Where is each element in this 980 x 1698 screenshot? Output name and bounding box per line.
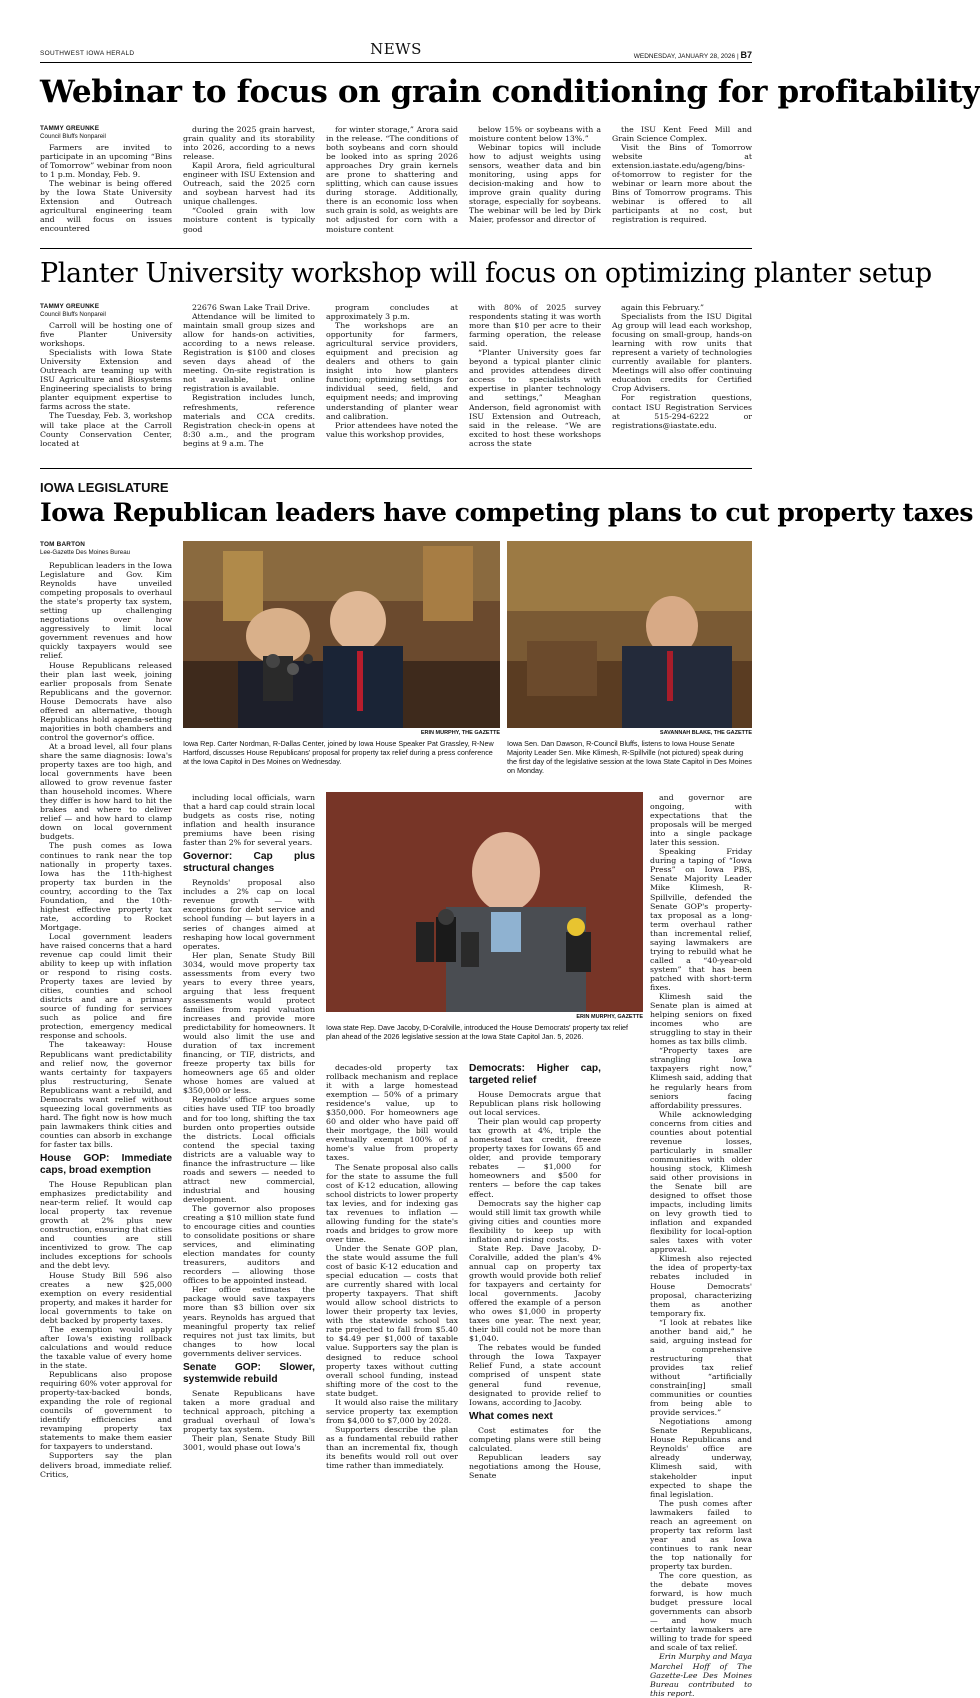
paragraph: At a broad level, all four plans share the same diagnosis: Iowa's property taxes are too high, and local governments have been allowed to grow revenue faster than household incomes. Where they differ is how hard to hit the brakes and where to deliver relief — and how hard to clamp down on local government budgets.	[40, 741, 172, 842]
photo3-credit: ERIN MURPHY, GAZETTE	[576, 1014, 643, 1020]
paragraph: House Democrats argue that Republican plans risk hollowing out local services.	[469, 1090, 601, 1118]
jacoby-image	[326, 792, 643, 1012]
story1-col3	[326, 125, 458, 234]
paragraph: Cost estimates for the competing plans were still being calculated.	[469, 1425, 601, 1453]
paragraph: It would also raise the military service property tax exemption from $4,000 to $7,000 by 2028.	[326, 1397, 458, 1425]
paragraph: Reynolds' office argues some cities have used TIF too broadly and for too long, shifting the tax burden onto properties outside the districts. Local officials contend the special taxing districts are a valuable way to finance the infrastructure — like roads and sewers — needed to attract new commercial, industrial and housing development.	[183, 1095, 315, 1204]
paragraph: The governor also proposes creating a $10 million state fund to encourage cities and counties to consolidate positions or share services, and eliminating election mandates for county treasurers, auditors and recorders — allowing those offices to be appointed instead.	[183, 1203, 315, 1286]
paragraph: Prior attendees have noted the value this workshop provides,	[326, 420, 458, 439]
paragraph: below 15% or soybeans with a moisture content below 13%.”	[469, 125, 601, 144]
paragraph: Specialists with Iowa State University Extension and Outreach are teaming up with ISU Agriculture and Biosystems Engineering specialists to bring planter equipment expertise to farms across the state.	[40, 348, 172, 412]
story3-col4	[469, 1063, 601, 1563]
story1-col2	[183, 125, 315, 234]
story3-col5	[650, 793, 752, 1698]
paragraph: The takeaway: House Republicans want predictability and relief now, the governor wants certainty for taxpayers plus restructuring, Senate Republicans want a rebuild, and Democrats want relief without squeezing local governments as hard. The fight now is how much pain lawmakers think cities and counties can absorb in exchange for faster tax bills.	[40, 1040, 172, 1149]
newspaper-page	[40, 0, 980, 1698]
story3-col1	[40, 561, 172, 1561]
paragraph: The Senate proposal also calls for the state to assume the full cost of K-12 education, allowing school districts to lower property tax levies, and for indexing gas tax revenues to inflation — allowing funding for the state's roads and bridges to grow more over time.	[326, 1162, 458, 1244]
paragraph: and governor are ongoing, with expectations that the proposals will be merged into a single package later this session.	[650, 793, 752, 848]
photo3-caption: Iowa state Rep. Dave Jacoby, D-Coralville, introduced the House Democrats' property tax relief plan ahead of the 2026 legislative session at the Iowa State Capitol Jan. 5, 2026.	[326, 1023, 629, 1041]
paragraph: Their plan, Senate Study Bill 3001, would phase out Iowa's	[183, 1434, 315, 1453]
paragraph: decades-old property tax rollback mechanism and replace it with a large homestead exemption — 50% of a primary residence's value, up to $350,000. For homeowners age 60 and older who have paid off their mortgage, the bill would eventually exempt 100% of a home's value from property taxes.	[326, 1063, 458, 1163]
page-number: B7	[740, 50, 752, 60]
story2-col2	[183, 303, 315, 448]
paragraph: The Tuesday, Feb. 3, workshop will take place at the Carroll County Conservation Center, located at	[40, 411, 172, 448]
paragraph: “Property taxes are strangling Iowa taxpayers right now,” Klimesh said, adding that he regularly hears from seniors facing affordability pressures.	[650, 1046, 752, 1110]
paragraph: Negotiations among Senate Republicans, House Republicans and Reynolds' office are already underway, Klimesh said, with stakeholder input expected to shape the final legislation.	[650, 1417, 752, 1499]
paragraph: For registration questions, contact ISU Registration Services at 515-294-6222 or registrations@iastate.edu.	[612, 393, 752, 430]
photo2-credit: SAVANNAH BLAKE, THE GAZETTE	[659, 730, 752, 736]
paragraph: Carroll will be hosting one of five Planter University workshops.	[40, 321, 172, 349]
paragraph: Speaking Friday during a taping of “Iowa Press” on Iowa PBS, Senate Majority Leader Mike Klimesh, R-Spillville, defended the Senate GOP's property-tax proposal as a long-term overhaul rather than incremental relief, saying lawmakers are trying to rebuild what he called a “40-year-old system” that has been patched with short-term fixes.	[650, 847, 752, 992]
paper-name: SOUTHWEST IOWA HERALD	[40, 50, 135, 57]
story1-author: TAMMY GREUNKE	[40, 125, 100, 132]
paragraph: “Planter University goes far beyond a typical planter clinic and provides attendees direct access to specialists with expertise in planter technology and settings,” Meaghan Anderson, field agronomist with ISU Extension and Outreach, said in the release. “We are excited to host these workshops across the state	[469, 348, 601, 448]
story1-headline: Webinar to focus on grain conditioning for profitability	[40, 74, 980, 110]
paragraph: The rebates would be funded through the Iowa Taxpayer Relief Fund, a state account comprised of unspent state general fund revenue, designated to provide relief to Iowans, according to Jacoby.	[469, 1343, 601, 1407]
story1-col5	[612, 125, 752, 225]
story2-author: TAMMY GREUNKE	[40, 303, 100, 310]
subhead-house-gop: House GOP: Immediate caps, broad exemption	[40, 1153, 172, 1177]
subhead-senate-gop: Senate GOP: Slower, systemwide rebuild	[183, 1361, 315, 1385]
paragraph: Under the Senate GOP plan, the state would assume the full cost of basic K-12 education and special education — costs that are currently shared with local property taxpayers. That shift would allow school districts to lower their property tax levies, with the statewide school tax rate projected to fall from $5.40 to $4.49 per $1,000 of taxable value. Supporters say the plan is designed to reduce school property taxes without cutting overall school funding, instead shifting more of the cost to the state budget.	[326, 1243, 458, 1398]
senate-floor-image	[507, 541, 752, 728]
subhead-democrats: Democrats: Higher cap, targeted relief	[469, 1063, 601, 1086]
paragraph: program concludes at approximately 3 p.m.	[326, 303, 458, 322]
paragraph: Republican leaders in the Iowa Legislature and Gov. Kim Reynolds have unveiled competing proposals to overhaul the state's property tax system, setting up challenging negotiations over how aggressively to limit local government revenues and how quickly taxpayers would see relief.	[40, 561, 172, 661]
story1-col4	[469, 125, 601, 225]
story2-col4	[469, 303, 601, 448]
paragraph: The House Republican plan emphasizes predictability and near-term relief. It would cap local property tax revenue growth at 2% plus new construction, ensuring that cities and counties are still incentivized to grow. The cap includes exceptions for schools and the debt levy.	[40, 1180, 172, 1271]
story3-byline	[40, 541, 180, 557]
paragraph: Supporters describe the plan as a fundamental rebuild rather than an incremental fix, though its benefits would roll out over time rather than immediately.	[326, 1424, 458, 1471]
story1-affiliation: Council Bluffs Nonpareil	[40, 133, 106, 140]
paragraph: including local officials, warn that a hard cap could strain local budgets as costs rise, noting inflation and health insurance premiums have been rising faster than 2% for several years.	[183, 793, 315, 848]
photo2-caption: Iowa Sen. Dan Dawson, R-Council Bluffs, listens to Iowa House Senate Majority Leader Sen. Mike Klimesh, R-Spillville (not pictured) speak during the first day of the legislative session at the Iowa State Capitol in Des Moines on Monday.	[507, 739, 752, 775]
paragraph: Democrats say the higher cap would still limit tax growth while giving cities and counties more flexibility to keep up with inflation and rising costs.	[469, 1198, 601, 1244]
paragraph: Visit the Bins of Tomorrow website at extension.iastate.edu/ageng/bins-of-tomorrow to register for the webinar or learn more about the Bins of Tomorrow programs. This webinar is offered to all participants at no cost, but registration is required.	[612, 143, 752, 225]
paragraph: The push comes as Iowa continues to rank near the top nationally in property taxes. Iowa has the 11th-highest property tax burden in the country, according to the Tax Foundation, and the 10th-highest effective property tax rate, according to Rocket Mortgage.	[40, 841, 172, 932]
story3-affiliation: Lee-Gazette Des Moines Bureau	[40, 549, 131, 556]
photo-press-conference	[183, 541, 500, 728]
paragraph: Senate Republicans have taken a more gradual and technical approach, pitching a gradual overhaul of Iowa's property tax system.	[183, 1388, 315, 1434]
paragraph: Her plan, Senate Study Bill 3034, would move property tax assessments from every two years to every three years, arguing that less frequent assessments would protect families from rapid valuation increases and provide more predictability for homeowners. It would also limit the use and duration of tax increment financing, or TIF, districts, and freeze property tax bills for homeowners age 65 and older whose homes are valued at $350,000 or less.	[183, 950, 315, 1096]
paragraph: The exemption would apply after Iowa's existing rollback calculations and would reduce the taxable value of every home in the state.	[40, 1324, 172, 1370]
press-conference-image	[183, 541, 500, 728]
paragraph: the ISU Kent Feed Mill and Grain Science Complex.	[612, 125, 752, 144]
section-rule	[40, 248, 752, 249]
story2-affiliation: Council Bluffs Nonpareil	[40, 311, 106, 318]
story3-headline: Iowa Republican leaders have competing plans to cut property taxes	[40, 498, 974, 527]
paragraph: Kapil Arora, field agricultural engineer with ISU Extension and Outreach, said the 2025 corn and soybean harvest had its unique challenges.	[183, 161, 315, 207]
paragraph: The webinar is being offered by the Iowa State University Extension and Outreach agricultural engineering team and will focus on issues encountered	[40, 179, 172, 234]
paragraph: Her office estimates the package would save taxpayers more than $3 billion over six years. Reynolds has argued that meaningful property tax relief requires not just tax limits, but changes to how local governments deliver services.	[183, 1285, 315, 1358]
section-name: NEWS	[370, 40, 422, 58]
paragraph: Farmers are invited to participate in an upcoming “Bins of Tomorrow” webinar from noon to 1 p.m. Monday, Feb. 9.	[40, 143, 172, 180]
date-and-page	[634, 50, 752, 60]
story2-col3	[326, 303, 458, 439]
paragraph: Attendance will be limited to maintain small group sizes and allow for hands-on activities, according to a news release. Registration is $100 and closes seven days ahead of the meeting. On-site registration is not available, but online registration is available.	[183, 312, 315, 394]
paragraph: during the 2025 grain harvest, grain quality and its storability into 2026, according to a news release.	[183, 125, 315, 162]
paragraph: Specialists from the ISU Digital Ag group will lead each workshop, focusing on small-group, hands-on learning with row units that represent a variety of technologies currently available for planters. Meetings will also offer continuing education credits for Certified Crop Advisers.	[612, 312, 752, 394]
photo-senate-floor	[507, 541, 752, 728]
photo-jacoby	[326, 792, 643, 1012]
subhead-what-comes-next: What comes next	[469, 1410, 553, 1422]
paragraph: Reynolds' proposal also includes a 2% cap on local revenue growth — with exceptions for debt service and school funding — but layers in a series of changes aimed at reshaping how local government operates.	[183, 878, 315, 951]
page-separator: |	[736, 53, 739, 60]
story2-byline	[40, 303, 170, 319]
contributor-tagline: Erin Murphy and Maya Marchel Hoff of The Gazette-Lee Des Moines Bureau contributed to this report.	[650, 1652, 752, 1698]
paragraph: Webinar topics will include how to adjust weights using sensors, weather data and bin monitoring, using apps for decision-making and how to improve grain quality during storage, especially for soybeans. The webinar will be led by Dirk Maier, professor and director of	[469, 143, 601, 225]
paragraph: “Cooled grain with low moisture content is typically good	[183, 206, 315, 234]
story3-col2	[183, 793, 315, 1563]
story3-author: TOM BARTON	[40, 541, 86, 548]
paragraph: Registration includes lunch, refreshments, reference materials and CCA credits. Registration check-in opens at 8:30 a.m., and the program begins at 9 a.m. The	[183, 393, 315, 448]
paragraph: The core question, as the debate moves forward, is how much budget pressure local governments can absorb — and how much certainty lawmakers are willing to trade for speed and scale of tax relief.	[650, 1571, 752, 1653]
photo1-credit: ERIN MURPHY, THE GAZETTE	[420, 730, 500, 736]
paragraph: again this February.”	[621, 303, 704, 312]
paragraph: State Rep. Dave Jacoby, D-Coralville, added the plan's 4% annual cap on property tax growth would provide both relief for taxpayers and certainty for local governments. Jacoby offered the example of a person who owes $1,000 in property taxes one year. The next year, their bill could not be more than $1,040.	[469, 1243, 601, 1344]
paragraph: Local government leaders have raised concerns that a hard revenue cap could limit their ability to keep up with inflation or respond to rising costs. Property taxes are levied by cities, counties and school districts and are a primary source of funding for services such as police and fire protection, emergency medical response and schools.	[40, 931, 172, 1041]
paragraph: While acknowledging concerns from cities and counties about potential revenue losses, particularly in smaller communities with older housing stock, Klimesh said other provisions in the Senate bill are designed to offset those impacts, including limits on levy growth tied to inflation and expanded flexibility for local-option sales taxes with voter approval.	[650, 1109, 752, 1255]
paragraph: Klimesh also rejected the idea of property-tax rebates included in House Democrats' proposal, characterizing them as another temporary fix.	[650, 1254, 752, 1318]
story2-col5	[612, 303, 752, 428]
paragraph: 22676 Swan Lake Trail Drive.	[192, 303, 311, 312]
paragraph: Supporters say the plan delivers broad, immediate relief. Critics,	[40, 1451, 172, 1479]
paragraph: Their plan would cap property tax growth at 4%, triple the homestead tax credit, freeze property taxes for Iowans 65 and older, and provide temporary rebates — $1,000 for homeowners and $500 for renters — before the cap takes effect.	[469, 1117, 601, 1199]
story2-headline: Planter University workshop will focus on optimizing planter setup	[40, 258, 932, 289]
issue-date: WEDNESDAY, JANUARY 28, 2026	[633, 53, 736, 60]
section-rule	[40, 468, 752, 469]
story2-col1	[40, 321, 172, 448]
paragraph: House Republicans released their plan last week, joining earlier proposals from Senate Republicans and the governor. House Democrats have also offered an alternative, though Republicans hold agenda-setting majorities in both chambers and control the governor's office.	[40, 660, 172, 742]
paragraph: “I look at rebates like another band aid,” he said, arguing instead for a comprehensive restructuring that provides tax relief without “artificially constrain[ing] small communities or counties from being able to provide services.”	[650, 1317, 752, 1418]
paragraph: Republicans also propose requiring 60% voter approval for property-tax-backed bonds, expanding the role of regional councils of government to identify efficiencies and revamping property tax statements to make them easier for taxpayers to understand.	[40, 1370, 172, 1452]
paragraph: The workshops are an opportunity for farmers, agricultural service providers, equipment and precision ag dealers and others to gain insight into how planters function; optimizing settings for individual seed, field, and equipment needs; and improving understanding of planter wear and calibration.	[326, 321, 458, 421]
story1-byline	[40, 125, 170, 141]
subhead-governor: Governor: Cap plus structural changes	[183, 851, 315, 875]
story1-col1	[40, 143, 172, 234]
story3-kicker: IOWA LEGISLATURE	[40, 480, 169, 495]
paragraph: for winter storage,” Arora said in the release. “The conditions of both soybeans and corn should be looked into as spring 2026 approaches Dry grain kernels are prone to shattering and splitting, which can cause issues during storage. Additionally, there is an economic loss when such grain is sold, as weights are not adjusted for corn with a moisture content	[326, 125, 458, 234]
paragraph: House Study Bill 596 also creates a new $25,000 exemption on every residential property, and makes it harder for local governments to take on debt backed by property taxes.	[40, 1270, 172, 1325]
paragraph: Republican leaders say negotiations among the House, Senate	[469, 1452, 601, 1480]
masthead	[40, 40, 752, 63]
paragraph: Klimesh said the Senate plan is aimed at helping seniors on fixed incomes who are struggling to stay in their homes as tax bills climb.	[650, 992, 752, 1047]
paragraph: The push comes after lawmakers failed to reach an agreement on property tax reform last year and as Iowa continues to rank near the top nationally for property tax burden.	[650, 1498, 752, 1571]
story3-col3	[326, 1063, 458, 1563]
paragraph: with 80% of 2025 survey respondents stating it was worth more than $10 per acre to their farming operation, the release said.	[469, 303, 601, 349]
photo1-caption: Iowa Rep. Carter Nordman, R-Dallas Center, joined by Iowa House Speaker Pat Grassley, R-New Hartford, discusses House Republicans' proposal for property tax relief during a press conference at the Iowa Capitol in Des Moines on Wednesday.	[183, 739, 494, 766]
